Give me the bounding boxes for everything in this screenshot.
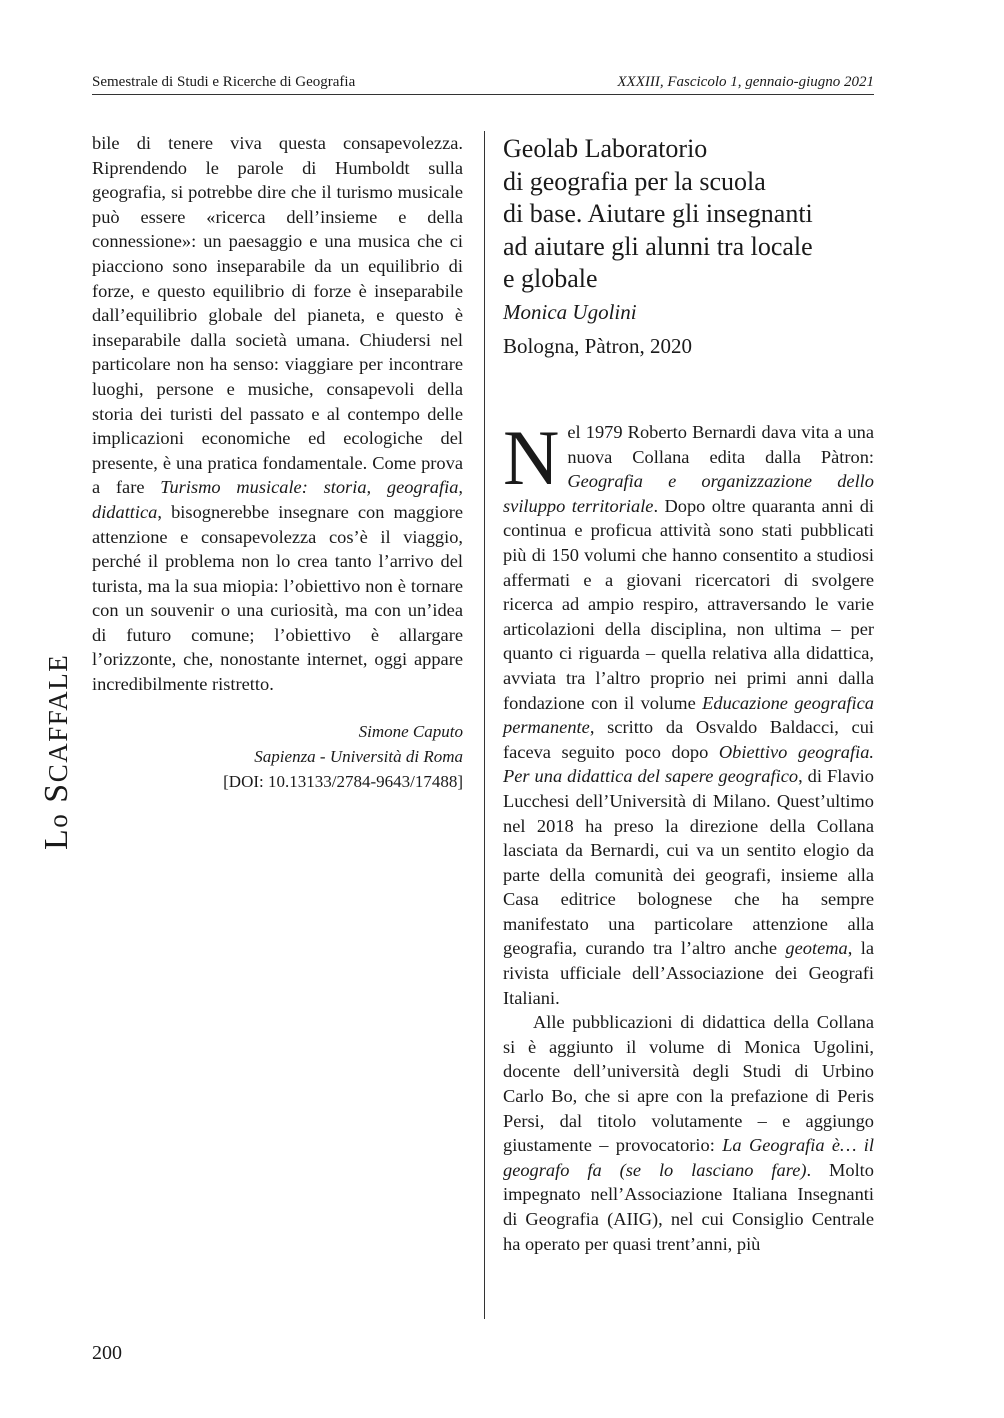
- page-number: 200: [92, 1342, 122, 1364]
- signature-block: [92, 719, 463, 794]
- review-paragraph-2: Alle pubblicazioni di didattica della Collana si è aggiunto il volume di Monica Ugolini, docente dell’università degli Studi di Urbino Carlo Bo, che si apre con la prefazione di Peris Persi, dal titolo volutamente – e aggiungo giustamente – provocatorio: La Geografia è… il geografo fa (se lo lasciano fare). Molto impegnato nell’Associazione Italiana Insegnanti di Geografia (AIIG), nel cui Consiglio Centrale ha operato per quasi trent’anni, più: [503, 1012, 874, 1254]
- signature-affiliation: Sapienza - Università di Roma: [254, 746, 463, 766]
- review-publisher: Bologna, Pàtron, 2020: [503, 334, 692, 358]
- review-author: Monica Ugolini: [503, 300, 637, 324]
- title-line: e globale: [503, 264, 598, 293]
- running-header: [92, 74, 874, 95]
- column-divider: [484, 131, 485, 1319]
- title-line: di base. Aiutare gli insegnanti: [503, 199, 813, 228]
- doi: [DOI: 10.13133/2784-9643/17488]: [223, 771, 463, 791]
- title-line: ad aiutare gli alunni tra locale: [503, 231, 813, 261]
- review-title: [503, 133, 883, 296]
- drop-cap: N: [503, 414, 560, 501]
- issue-info: XXXIII, Fascicolo 1, gennaio-giugno 2021: [617, 74, 874, 90]
- review-paragraph-1: Nel 1979 Roberto Bernardi dava vita a una nuova Collana edita dalla Pàtron: Geografia e organizzazione dello sviluppo territoriale. Dopo oltre quaranta anni di continua e proficua attività sono stati pubblicati più di 150 volumi che hanno consentito a studiosi affermati e a giovani ricercatori di svolgere ricerca ad ampio respiro, attraversando le varie articolazioni della disciplina, non ultima – per quanto ci riguarda – quella relativa alla didattica, avviata tra l’altro proprio nei primi anni dalla fondazione con il volume Educazione geografica permanente, scritto da Osvaldo Baldacci, cui faceva seguito poco dopo Obiettivo geografia. Per una didattica del sapere geografico, di Flavio Lucchesi dell’Università di Milano. Quest’ultimo nel 2018 ha preso la direzione della Collana lasciata da Bernardi, cui va un sentito elogio da parte della comunità dei geografi, insieme alla Casa editrice bolognese che ha sempre manifestato una particolare attenzione alla geografia, curando tra l’altro anche geotema, la rivista ufficiale dell’Associazione dei Geografi Italiani.: [503, 414, 875, 1008]
- section-label: Lo SCAFFALE: [38, 653, 75, 850]
- title-line: Geolab Laboratorio: [503, 134, 708, 163]
- signature-name: Simone Caputo: [358, 721, 463, 741]
- left-paragraph: bile di tenere viva questa consapevolezza. Riprendendo le parole di Humboldt sulla geografia, si potrebbe dire che il turismo musicale può essere «ricerca dell’insieme e della connessione»: un paesaggio e una musica che ci piacciono sono inseparabile da un equilibrio di forze, e questo equilibrio di forze è inseparabile dall’equilibrio globale del pianeta, e questo è inseparabile dalla società umana. Chiudersi nel particolare non ha senso: viaggiare per incontrare luoghi, persone e musiche, consapevoli della storia dei turisti del passato e al contempo delle implicazioni economiche ed ecologiche del presente, è una pratica fondamentale. Come prova a fare Turismo musicale: storia, geografia, didattica, bisognerebbe insegnare con maggiore attenzione e consapevolezza cos’è il viaggio, perché il problema non lo crea tanto l’arrivo del turista, ma la sua miopia: l’obiettivo non è tornare con un souvenir o una curiosità, ma con un’idea di futuro comune; l’obiettivo è allargare l’orizzonte, che, nonostante internet, oggi appare incredibilmente ristretto.: [92, 133, 463, 695]
- journal-name: Semestrale di Studi e Ricerche di Geografia: [92, 74, 356, 90]
- right-column: [503, 414, 875, 1256]
- title-line: di geografia per la scuola: [503, 166, 766, 196]
- left-column: [92, 131, 463, 794]
